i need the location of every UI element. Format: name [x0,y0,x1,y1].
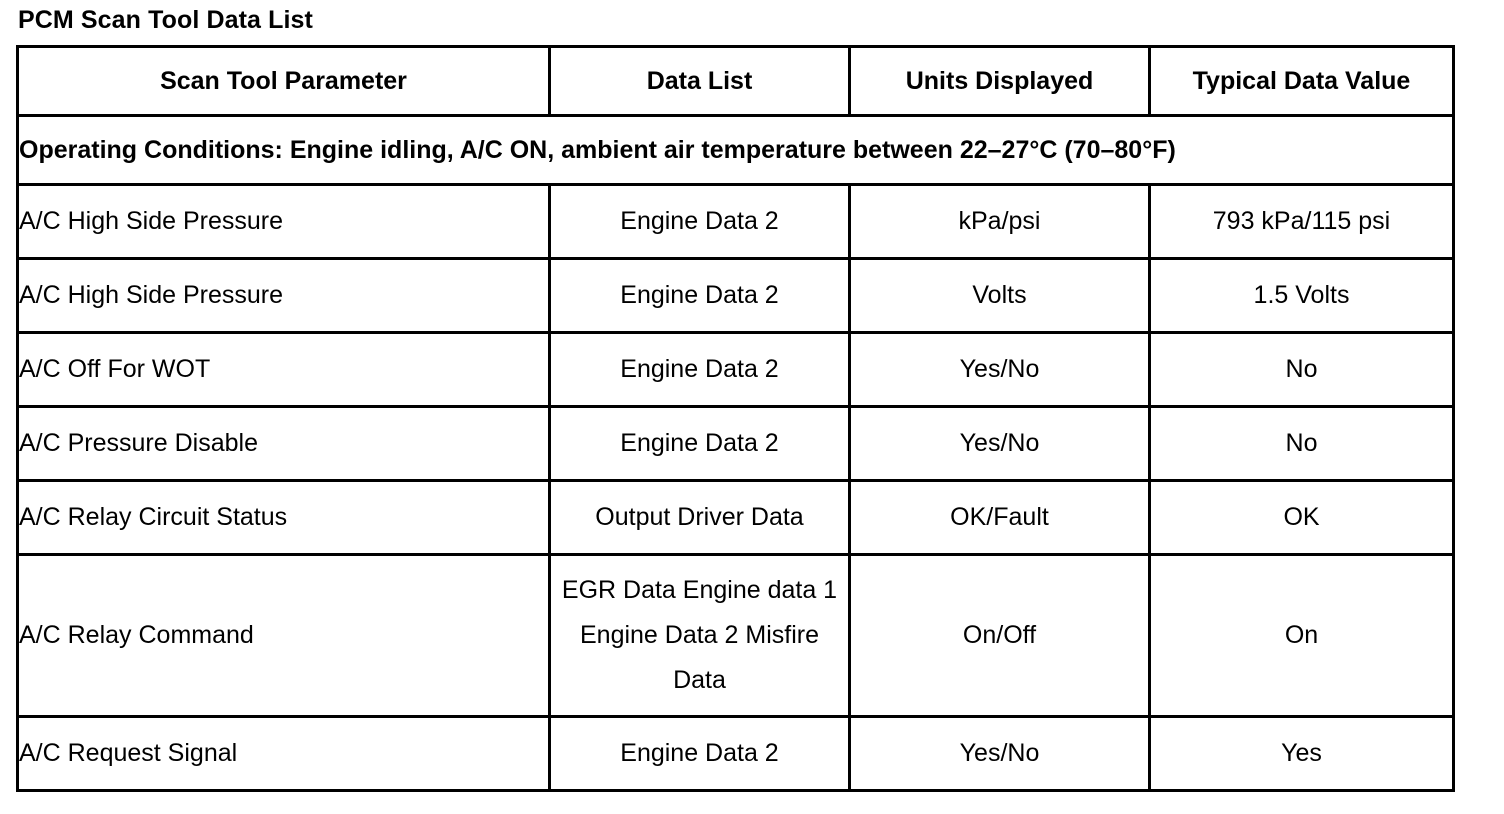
header-data-list: Data List [550,47,850,116]
table-row [18,717,1454,791]
table-row [18,333,1454,407]
row-units: OK/Fault [850,481,1150,555]
row-typical-value: 793 kPa/115 psi [1150,185,1454,259]
row-typical-value: OK [1150,481,1454,555]
row-parameter: A/C Off For WOT [18,333,550,407]
operating-conditions: Operating Conditions: Engine idling, A/C ON, ambient air temperature between 22–27°C (70–80°F) [18,116,1454,185]
row-data-list: Engine Data 2 [550,185,850,259]
row-typical-value: On [1150,555,1454,717]
table-header-row [18,47,1454,116]
table-row [18,407,1454,481]
row-units: Yes/No [850,407,1150,481]
row-data-list: Engine Data 2 [550,407,850,481]
row-data-list: EGR Data Engine data 1 Engine Data 2 Misfire Data [550,555,850,717]
table-row [18,481,1454,555]
row-data-list: Engine Data 2 [550,333,850,407]
row-parameter: A/C High Side Pressure [18,185,550,259]
row-units: kPa/psi [850,185,1150,259]
table-row [18,555,1454,717]
row-data-list: Output Driver Data [550,481,850,555]
row-typical-value: No [1150,333,1454,407]
row-data-list: Engine Data 2 [550,259,850,333]
operating-conditions-row [18,116,1454,185]
document-title: PCM Scan Tool Data List [18,6,313,34]
row-data-list: Engine Data 2 [550,717,850,791]
row-parameter: A/C Pressure Disable [18,407,550,481]
table-row [18,185,1454,259]
scan-tool-data-table [16,45,1455,792]
row-parameter: A/C Relay Circuit Status [18,481,550,555]
row-parameter: A/C Relay Command [18,555,550,717]
row-typical-value: 1.5 Volts [1150,259,1454,333]
row-units: Yes/No [850,717,1150,791]
row-typical-value: No [1150,407,1454,481]
header-scan-tool-parameter: Scan Tool Parameter [18,47,550,116]
row-units: On/Off [850,555,1150,717]
header-units-displayed: Units Displayed [850,47,1150,116]
row-units: Volts [850,259,1150,333]
header-typical-data-value: Typical Data Value [1150,47,1454,116]
table-row [18,259,1454,333]
row-typical-value: Yes [1150,717,1454,791]
row-parameter: A/C High Side Pressure [18,259,550,333]
row-parameter: A/C Request Signal [18,717,550,791]
row-units: Yes/No [850,333,1150,407]
